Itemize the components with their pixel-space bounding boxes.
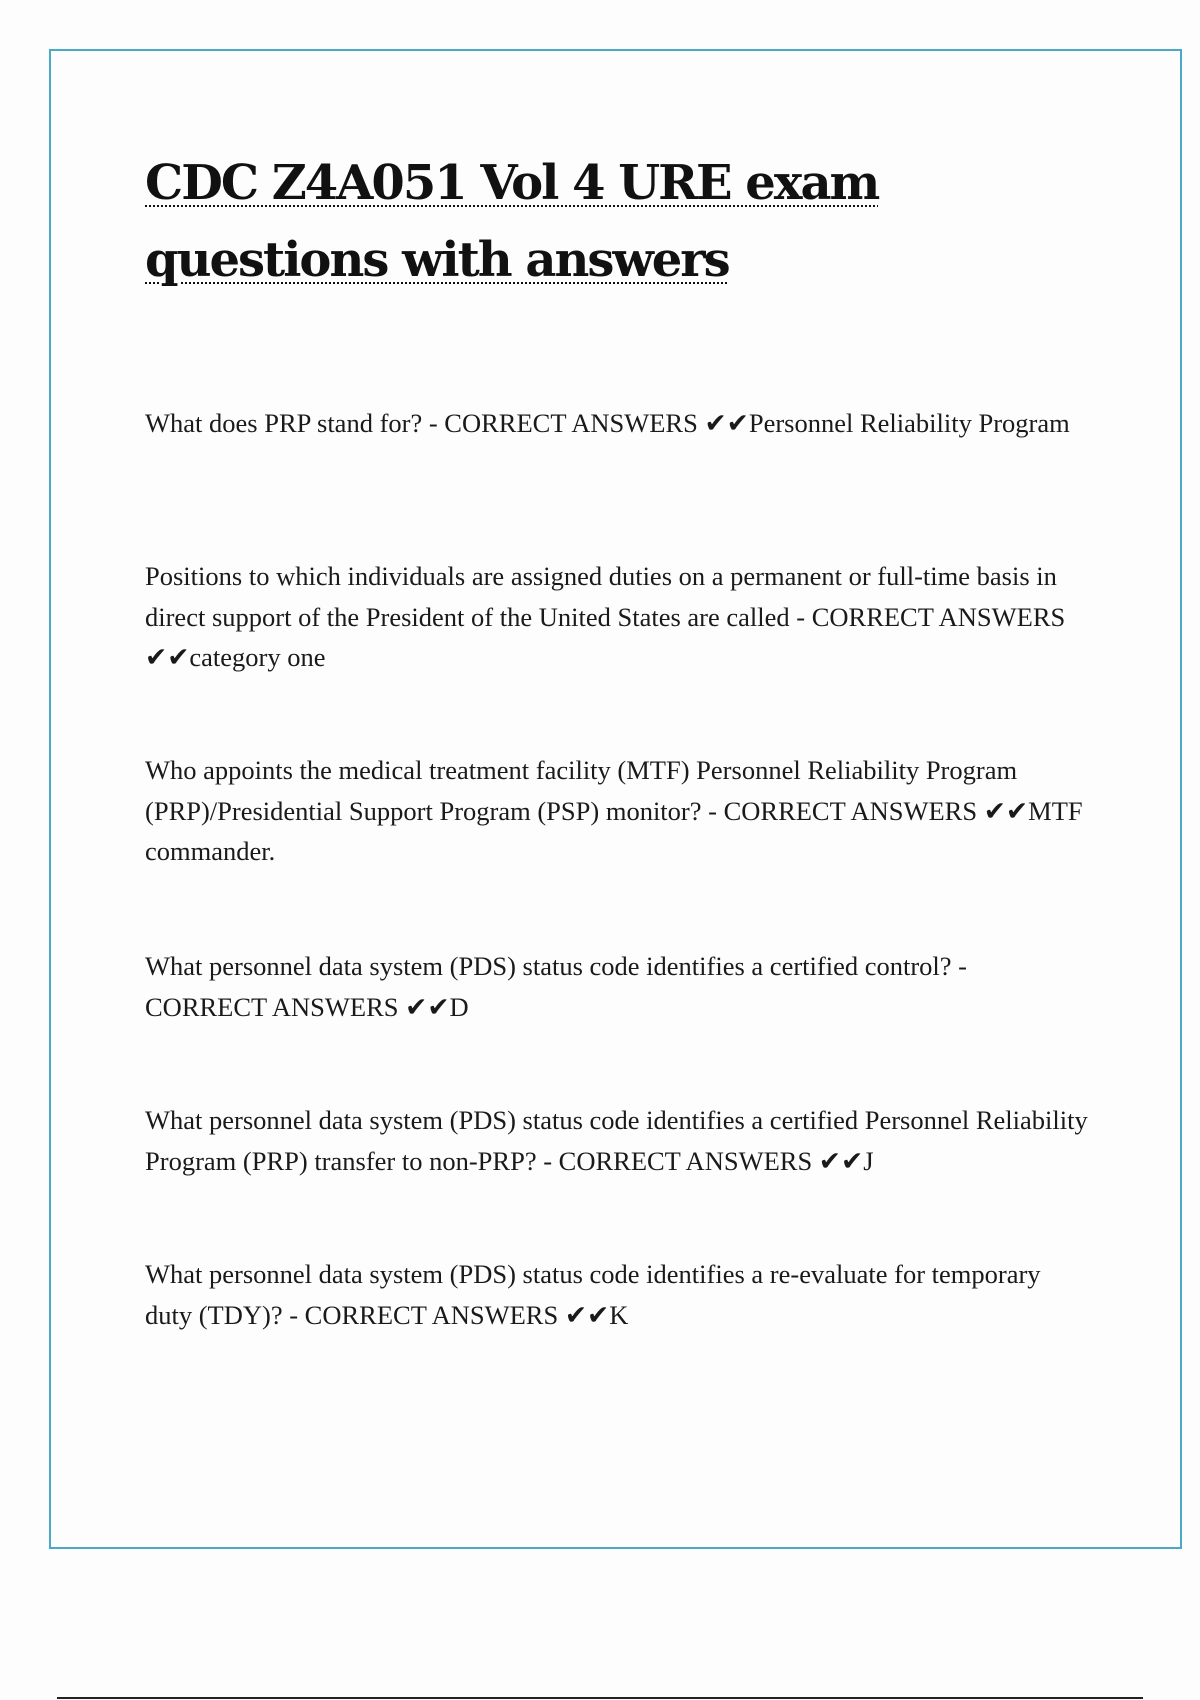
bottom-rule [57, 1697, 1143, 1699]
qa-item-5: What personnel data system (PDS) status code identifies a certified Personnel Reliability Program (PRP) transfer to non-PRP? - CORRECT ANSWERS ✔✔J [145, 1105, 1088, 1176]
qa-item-6: What personnel data system (PDS) status code identifies a re-evaluate for temporary duty (TDY)? - CORRECT ANSWERS ✔✔K [145, 1259, 1041, 1330]
qa-item-3: Who appoints the medical treatment facility (MTF) Personnel Reliability Program (PRP)/Presidential Support Program (PSP) monitor? - CORRECT ANSWERS ✔✔MTF commander. [145, 755, 1083, 866]
qa-item-4: What personnel data system (PDS) status code identifies a certified control? - CORRECT ANSWERS ✔✔D [145, 951, 967, 1022]
document-title-text: CDC Z4A051 Vol 4 URE exam questions with answers [145, 155, 879, 288]
qa-item-2: Positions to which individuals are assigned duties on a permanent or full-time basis in direct support of the President of the United States are called - CORRECT ANSWERS ✔✔category one [145, 561, 1066, 672]
qa-item-1: What does PRP stand for? - CORRECT ANSWERS ✔✔Personnel Reliability Program [145, 408, 1070, 438]
document-title [145, 145, 1095, 299]
